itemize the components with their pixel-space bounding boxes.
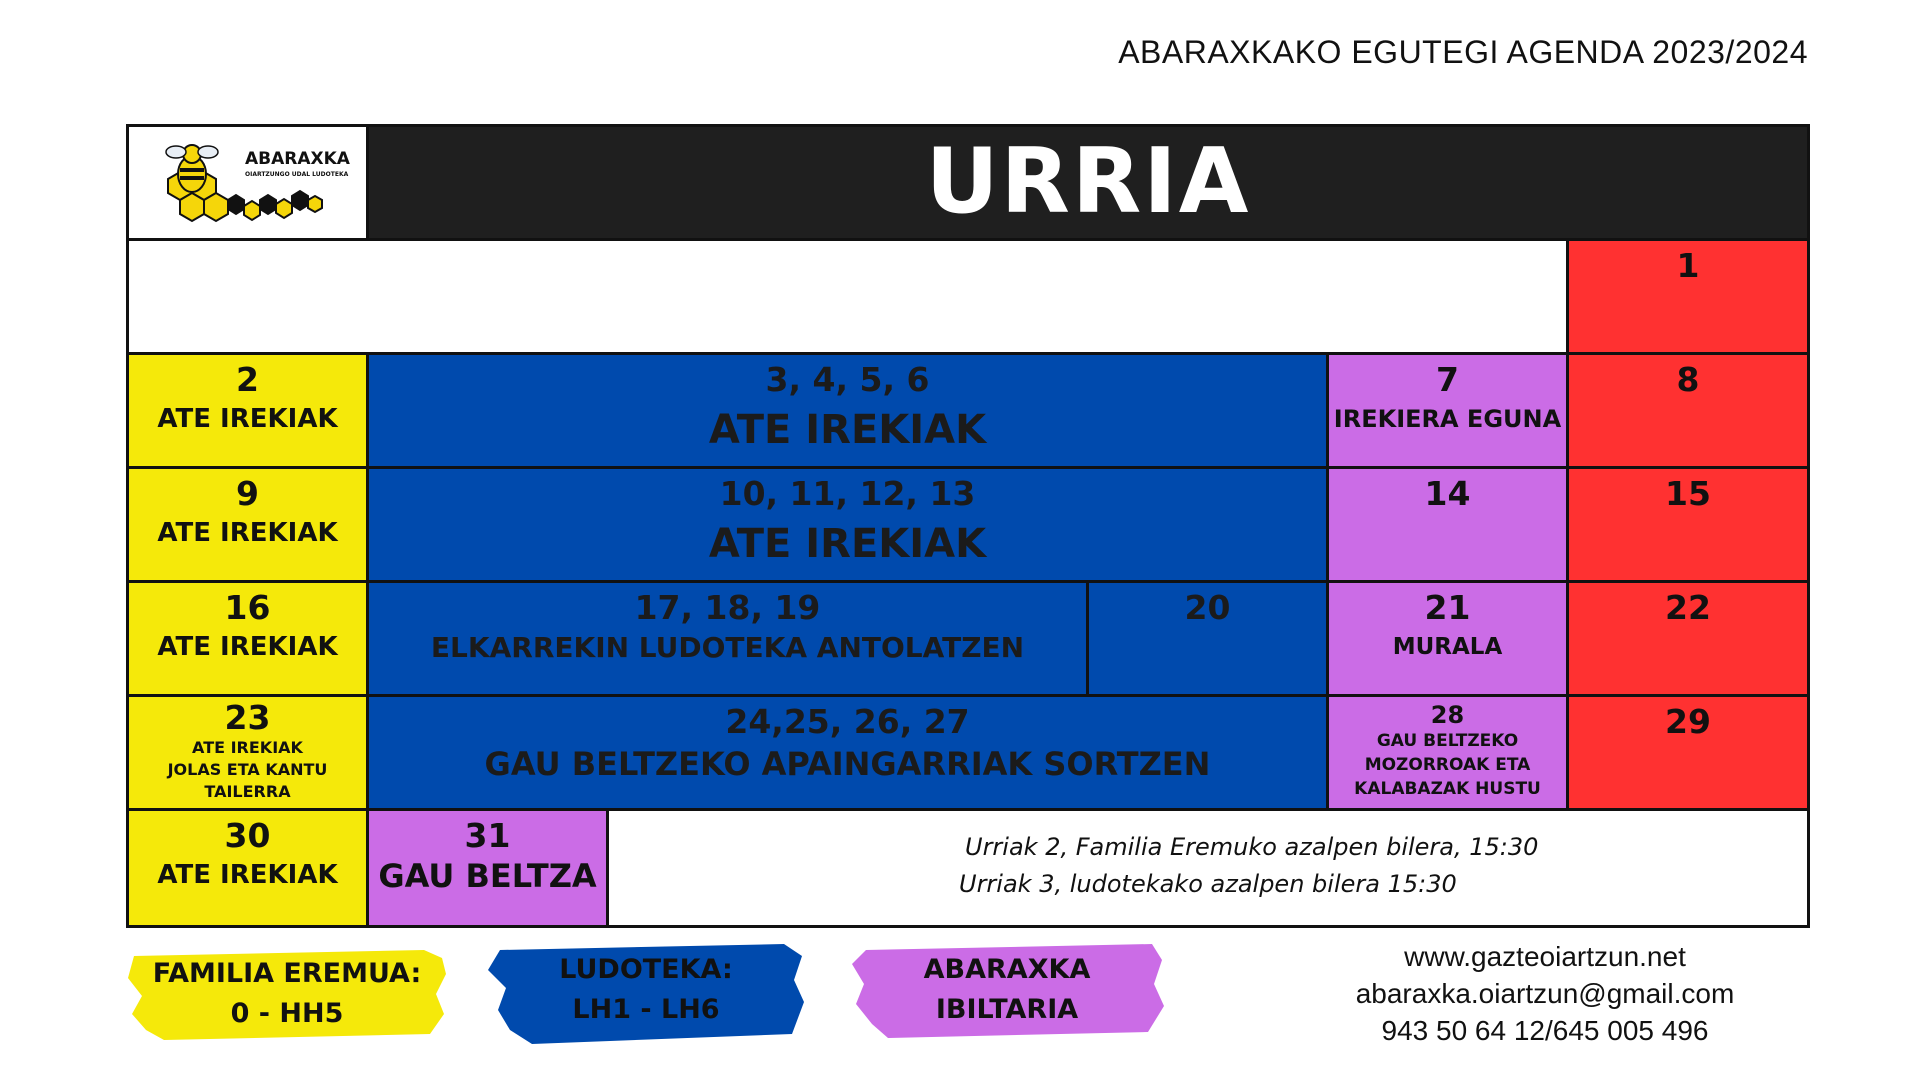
legend-line-2: LH1 - LH6 (572, 994, 720, 1025)
day-number: 2 (236, 360, 259, 399)
day-number: 30 (224, 816, 271, 855)
day-label: ATE IREKIAK (157, 860, 338, 890)
day-number: 23 (224, 698, 271, 737)
day-14 (1329, 469, 1569, 583)
day-number: 22 (1665, 588, 1711, 627)
day-30 (129, 811, 369, 925)
day-8 (1569, 355, 1807, 469)
notes-cell (609, 811, 1807, 925)
logo-name: ABARAXKA (245, 149, 350, 169)
day-number: 14 (1424, 474, 1471, 513)
day-29 (1569, 697, 1807, 811)
day-numbers: 17, 18, 19 (634, 588, 821, 627)
days-17-19 (369, 583, 1089, 697)
days-10-13 (369, 469, 1329, 583)
day-21 (1329, 583, 1569, 697)
day-label: ATE IREKIAK (157, 404, 338, 434)
website-link[interactable]: www.gazteoiartzun.net (1404, 941, 1686, 972)
day-label-line: MOZORROAK ETA (1364, 755, 1531, 775)
day-label: ELKARREKIN LUDOTEKA ANTOLATZEN (430, 631, 1025, 664)
month-title: URRIA (925, 129, 1251, 234)
day-label-line: GAU BELTZEKO (1376, 731, 1519, 751)
days-24-27 (369, 697, 1329, 811)
day-numbers: 10, 11, 12, 13 (719, 474, 976, 513)
day-numbers: 24,25, 26, 27 (725, 702, 970, 741)
day-number: 15 (1665, 474, 1711, 513)
days-3-6 (369, 355, 1329, 469)
day-22 (1569, 583, 1807, 697)
legend-line-2: IBILTARIA (935, 994, 1079, 1025)
contact-block (1300, 938, 1790, 1049)
day-number: 9 (236, 474, 259, 513)
day-label: ATE IREKIAK (708, 521, 987, 567)
legend-line-2: 0 - HH5 (230, 998, 344, 1029)
day-20 (1089, 583, 1329, 697)
day-number: 1 (1676, 246, 1700, 285)
day-number: 29 (1665, 702, 1711, 741)
day-1 (1569, 241, 1807, 355)
day-numbers: 3, 4, 5, 6 (765, 360, 930, 399)
agenda-title: ABARAXKAKO EGUTEGI AGENDA 2023/2024 (1118, 34, 1808, 70)
email-link[interactable]: abaraxka.oiartzun@gmail.com (1355, 978, 1735, 1009)
day-9 (129, 469, 369, 583)
day-label: ATE IREKIAK (157, 632, 338, 662)
day-label-line: JOLAS ETA KANTU (167, 760, 328, 779)
legend-line-1: LUDOTEKA: (559, 954, 733, 985)
day-label: GAU BELTZEKO APAINGARRIAK SORTZEN (484, 745, 1211, 783)
legend-familia-eremua (124, 944, 450, 1044)
month-header (369, 127, 1807, 241)
logo-cell (129, 127, 369, 241)
day-label: GAU BELTZA (378, 857, 597, 895)
note-line: Urriak 3, ludotekako azalpen bilera 15:30 (959, 870, 1457, 898)
day-label-line: KALABAZAK HUSTU (1354, 779, 1541, 799)
day-label-line: TAILERRA (204, 782, 291, 801)
day-number: 21 (1424, 588, 1471, 627)
legend-line-1: FAMILIA EREMUA: (152, 958, 422, 989)
day-label-line: ATE IREKIAK (192, 738, 303, 757)
day-31 (369, 811, 609, 925)
note-line: Urriak 2, Familia Eremuko azalpen bilera, 15:30 (965, 833, 1539, 861)
day-7 (1329, 355, 1569, 469)
day-number: 20 (1184, 588, 1231, 627)
day-number: 8 (1676, 360, 1700, 399)
day-label: MURALA (1392, 634, 1503, 660)
calendar-grid (126, 124, 1810, 928)
day-number: 7 (1436, 360, 1459, 399)
day-label: ATE IREKIAK (157, 518, 338, 548)
day-label: IREKIERA EGUNA (1333, 405, 1562, 433)
legend-ludoteka (486, 940, 806, 1040)
day-15 (1569, 469, 1807, 583)
day-number: 28 (1430, 701, 1465, 729)
day-23 (129, 697, 369, 811)
phone-numbers: 943 50 64 12/645 005 496 (1381, 1015, 1709, 1046)
legend-line-1: ABARAXKA (923, 954, 1091, 985)
day-label: ATE IREKIAK (708, 407, 987, 453)
day-2 (129, 355, 369, 469)
day-16 (129, 583, 369, 697)
day-number: 31 (464, 816, 511, 855)
day-28 (1329, 697, 1569, 811)
empty-week-cell (129, 241, 1569, 355)
day-number: 16 (224, 588, 271, 627)
legend-abaraxka-ibiltaria (848, 940, 1166, 1040)
logo-subtitle: OIARTZUNGO UDAL LUDOTEKA (245, 171, 349, 178)
